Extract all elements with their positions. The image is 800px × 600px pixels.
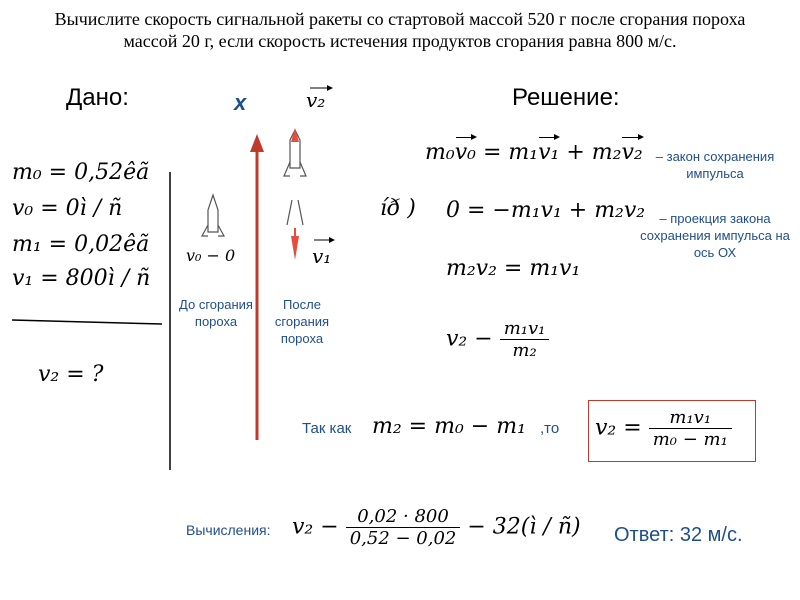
conservation-law-note: – закон сохранения импульса (655, 149, 775, 181)
v1-vector-label: v₁ (312, 244, 332, 268)
calculation-label: Вычисления: (186, 522, 271, 538)
final-formula-box: v₂ = $\frac{\text{m₁v₁}}{\text{m₀ − m₁}}$ (588, 400, 756, 462)
before-v0-label: v₀ − 0 (186, 246, 236, 265)
answer: Ответ: 32 м/с. (614, 524, 743, 546)
v2-vector-label: v₂ (306, 88, 326, 112)
rocket-before-icon (202, 195, 224, 236)
given-m0: m₀ = 0,52êã (12, 160, 150, 185)
before-caption: До сгорания пороха (179, 297, 253, 329)
given-v0: v₀ = 0ì / ñ (12, 196, 123, 221)
axis-label: x (234, 90, 247, 115)
problem-statement: Вычислите скорость сигнальной ракеты со стартовой массой 520 г после сгорания пороха массой 20 г, если скорость истечения продуктов сгорания равна 800 м/с. (54, 9, 746, 51)
since-label: Так как (302, 420, 352, 437)
after-caption: После сгорания пороха (274, 297, 330, 346)
calculation-equation: v₂ − $\frac{0,02 \cdot 800}{0,52 - 0,02}$ − 32(ì / ñ) (292, 506, 581, 549)
equation-3: m₂v₂ = m₁v₁ (446, 256, 581, 281)
solution-heading: Решение: (512, 84, 620, 111)
given-heading: Дано: (66, 84, 129, 111)
given-m1: m₁ = 0,02êã (12, 232, 150, 257)
projection-prefix: íð ) (380, 196, 416, 221)
projection-note: – проекция закона сохранения импульса на ось ОХ (640, 211, 790, 260)
projection-equation: 0 = −m₁v₁ + m₂v₂ (446, 198, 646, 223)
find-v2: v₂ = ? (38, 362, 104, 387)
equation-4: v₂ − $\frac{\text{m₁v₁}}{\text{m₂}}$ (446, 318, 549, 361)
since-equation: m₂ = m₀ − m₁ (372, 414, 526, 439)
then-label: ,то (540, 420, 560, 437)
momentum-equation: m₀v₀ = m₁v₁ + m₂v₂ (425, 140, 643, 165)
given-v1: v₁ = 800ì / ñ (12, 266, 151, 291)
